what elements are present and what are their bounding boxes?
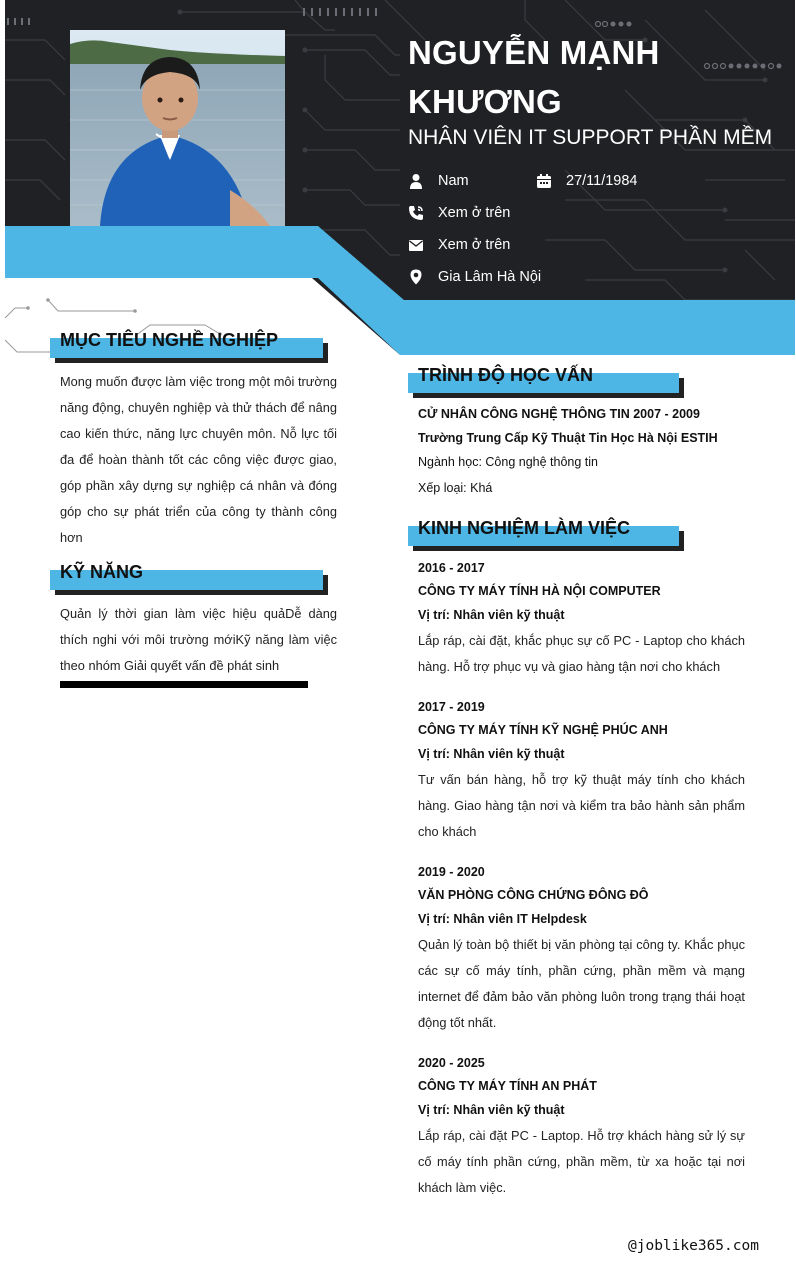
- education-degree: CỬ NHÂN CÔNG NGHỆ THÔNG TIN 2007 - 2009: [418, 407, 700, 421]
- education-heading-label: TRÌNH ĐỘ HỌC VẤN: [418, 365, 593, 385]
- experience-heading-label: KINH NGHIỆM LÀM VIỆC: [418, 518, 631, 538]
- phone-row: [408, 205, 510, 221]
- job-description: Quản lý toàn bộ thiết bị văn phòng tại công ty. Khắc phục các sự cố máy tính, phần cứng, phần mềm và mạng internet để đảm bảo văn phòng luôn trong trạng thái hoạt động tốt nhất.: [418, 937, 745, 1030]
- job-company: VĂN PHÒNG CÔNG CHỨNG ĐÔNG ĐÔ: [418, 888, 649, 902]
- education-major: Ngành học: Công nghệ thông tin: [418, 455, 598, 469]
- job-period: 2020 - 2025: [418, 1056, 485, 1070]
- education-school: Trường Trung Cấp Kỹ Thuật Tin Học Hà Nội ESTIH: [418, 431, 718, 445]
- skills-heading-label: KỸ NĂNG: [60, 562, 144, 582]
- objective-heading-label: MỤC TIÊU NGHỀ NGHIỆP: [60, 330, 279, 350]
- education-heading: [408, 365, 679, 393]
- job-description: Tư vấn bán hàng, hỗ trợ kỹ thuật máy tính cho khách hàng. Giao hàng tận nơi và kiểm tra bảo hành sản phẩm cho khách: [418, 772, 745, 839]
- envelope-icon: [408, 237, 424, 253]
- skills-heading: [50, 562, 323, 590]
- objective-text: Mong muốn được làm việc trong một môi trường năng động, chuyên nghiệp và thử thách để nâng cao kiến thức, năng lực chuyên môn. Nỗ lực tối đa để hoàn thành tốt các công việc được giao, góp phần xây dựng sự nghiệp cá nhân và đóng góp cho sự phát triển của công ty thành công hơn: [60, 374, 337, 545]
- job-description: Lắp ráp, cài đặt, khắc phục sự cố PC - Laptop cho khách hàng. Hỗ trợ phục vụ và giao hàng tận nơi cho khách: [418, 633, 745, 674]
- birthday-value: 27/11/1984: [566, 173, 638, 189]
- email-value: Xem ở trên: [438, 237, 511, 253]
- phone-value: Xem ở trên: [438, 205, 511, 221]
- objective-heading: [50, 330, 323, 358]
- candidate-name: NGUYỄN MẠNH KHƯƠNG: [408, 34, 660, 120]
- map-pin-icon: [408, 269, 424, 285]
- job-title: NHÂN VIÊN IT SUPPORT PHẦN MỀM: [408, 126, 773, 149]
- job-company: CÔNG TY MÁY TÍNH KỸ NGHỆ PHÚC ANH: [418, 723, 668, 737]
- job-company: CÔNG TY MÁY TÍNH HÀ NỘI COMPUTER: [418, 584, 661, 598]
- job-period: 2017 - 2019: [418, 700, 485, 714]
- watermark: @joblike365.com: [628, 1238, 759, 1254]
- calendar-icon: [536, 173, 552, 189]
- skills-text: Quản lý thời gian làm việc hiệu quảDễ dàng thích nghi với môi trường mớiKỹ năng làm việc theo nhóm Giải quyết vấn đề phát sinh: [60, 606, 337, 673]
- job-company: CÔNG TY MÁY TÍNH AN PHÁT: [418, 1079, 597, 1093]
- job-period: 2016 - 2017: [418, 561, 485, 575]
- gender-value: Nam: [438, 173, 469, 189]
- address-row: [408, 269, 541, 285]
- education-grade: Xếp loại: Khá: [418, 481, 493, 495]
- job-position: Vị trí: Nhân viên kỹ thuật: [418, 608, 565, 622]
- job-description: Lắp ráp, cài đặt PC - Laptop. Hỗ trợ khách hàng sử lý sự cố máy tính phần cứng, phần mềm, từ xa hoặc tại nơi khách làm việc.: [418, 1128, 745, 1195]
- job-period: 2019 - 2020: [418, 865, 485, 879]
- profile-photo: [70, 30, 285, 226]
- gender-row: [408, 173, 469, 189]
- divider: [60, 681, 308, 688]
- address-value: Gia Lâm Hà Nội: [438, 269, 542, 285]
- user-icon: [408, 173, 424, 189]
- phone-icon: [408, 205, 424, 221]
- job-position: Vị trí: Nhân viên kỹ thuật: [418, 1103, 565, 1117]
- birthday-row: [536, 173, 638, 189]
- experience-heading: [408, 518, 679, 546]
- email-row: [408, 237, 510, 253]
- job-position: Vị trí: Nhân viên kỹ thuật: [418, 747, 565, 761]
- job-position: Vị trí: Nhân viên IT Helpdesk: [418, 912, 587, 926]
